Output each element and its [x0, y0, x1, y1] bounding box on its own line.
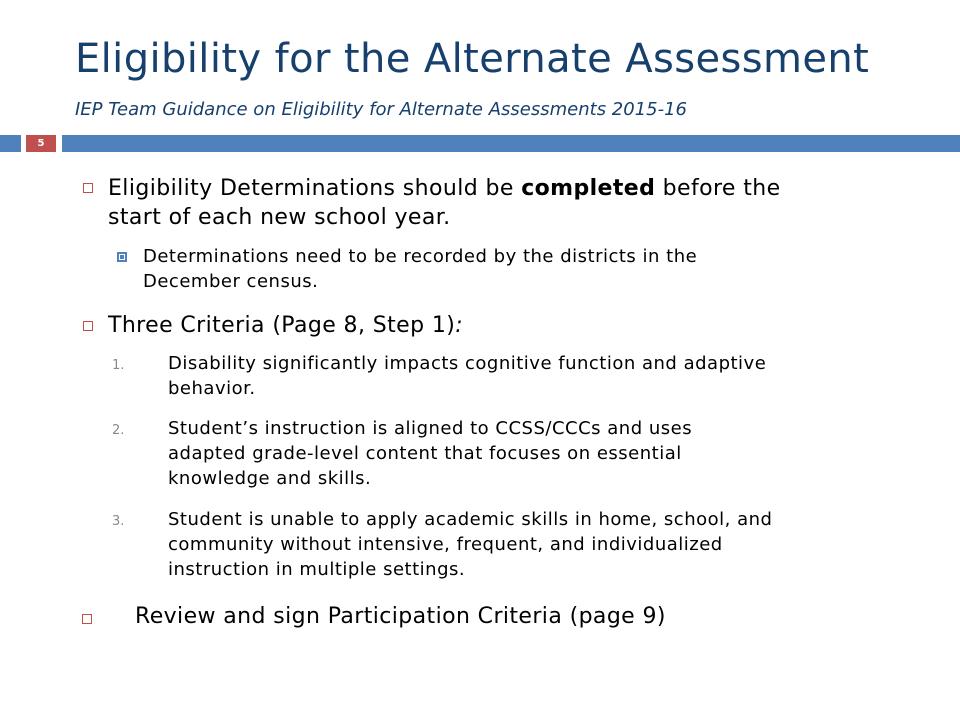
sub-bullet-determinations: Determinations need to be recorded by the districts in the — [143, 246, 698, 267]
criterion-number: 1. — [112, 358, 125, 373]
criterion-2-line1: Student’s instruction is aligned to CCSS/CCCs and uses — [168, 418, 693, 439]
hollow-square-bullet-icon — [83, 183, 93, 193]
criterion-number: 3. — [112, 514, 125, 529]
bullet-three-criteria — [108, 312, 463, 340]
hollow-square-bullet-icon — [82, 614, 92, 624]
slide-title: Eligibility for the Alternate Assessment — [75, 36, 870, 82]
criterion-2-line2: adapted grade-level content that focuses on essential — [168, 443, 682, 464]
filled-square-bullet-icon — [117, 252, 127, 262]
criterion-3-line1: Student is unable to apply academic skills in home, school, and — [168, 509, 773, 530]
criterion-3-line3: instruction in multiple settings. — [168, 559, 466, 580]
hollow-square-bullet-icon — [83, 321, 93, 331]
bullet-review-sign: Review and sign Participation Criteria (page 9) — [135, 604, 666, 629]
slide-number-badge: 5 — [26, 135, 56, 152]
header-bar-right — [62, 135, 960, 152]
sub-bullet-determinations-line2: December census. — [143, 271, 319, 292]
bullet-three-criteria-colon: : — [455, 313, 464, 338]
criterion-number: 2. — [112, 423, 125, 438]
header-bar-left — [0, 135, 21, 152]
criterion-1-line2: behavior. — [168, 378, 256, 399]
criterion-2-line3: knowledge and skills. — [168, 468, 372, 489]
criterion-3-line2: community without intensive, frequent, and individualized — [168, 534, 723, 555]
bullet-eligibility-bold: completed — [521, 176, 656, 201]
criterion-1-line1: Disability significantly impacts cognitive function and adaptive — [168, 353, 767, 374]
bullet-three-criteria-text: Three Criteria (Page 8, Step 1) — [108, 313, 456, 338]
bullet-eligibility — [108, 175, 781, 203]
bullet-eligibility-after: before the — [655, 176, 781, 201]
bullet-eligibility-text: Eligibility Determinations should be — [108, 176, 522, 201]
slide-subtitle: IEP Team Guidance on Eligibility for Alternate Assessments 2015-16 — [75, 99, 687, 120]
bullet-eligibility-line2: start of each new school year. — [108, 205, 451, 230]
